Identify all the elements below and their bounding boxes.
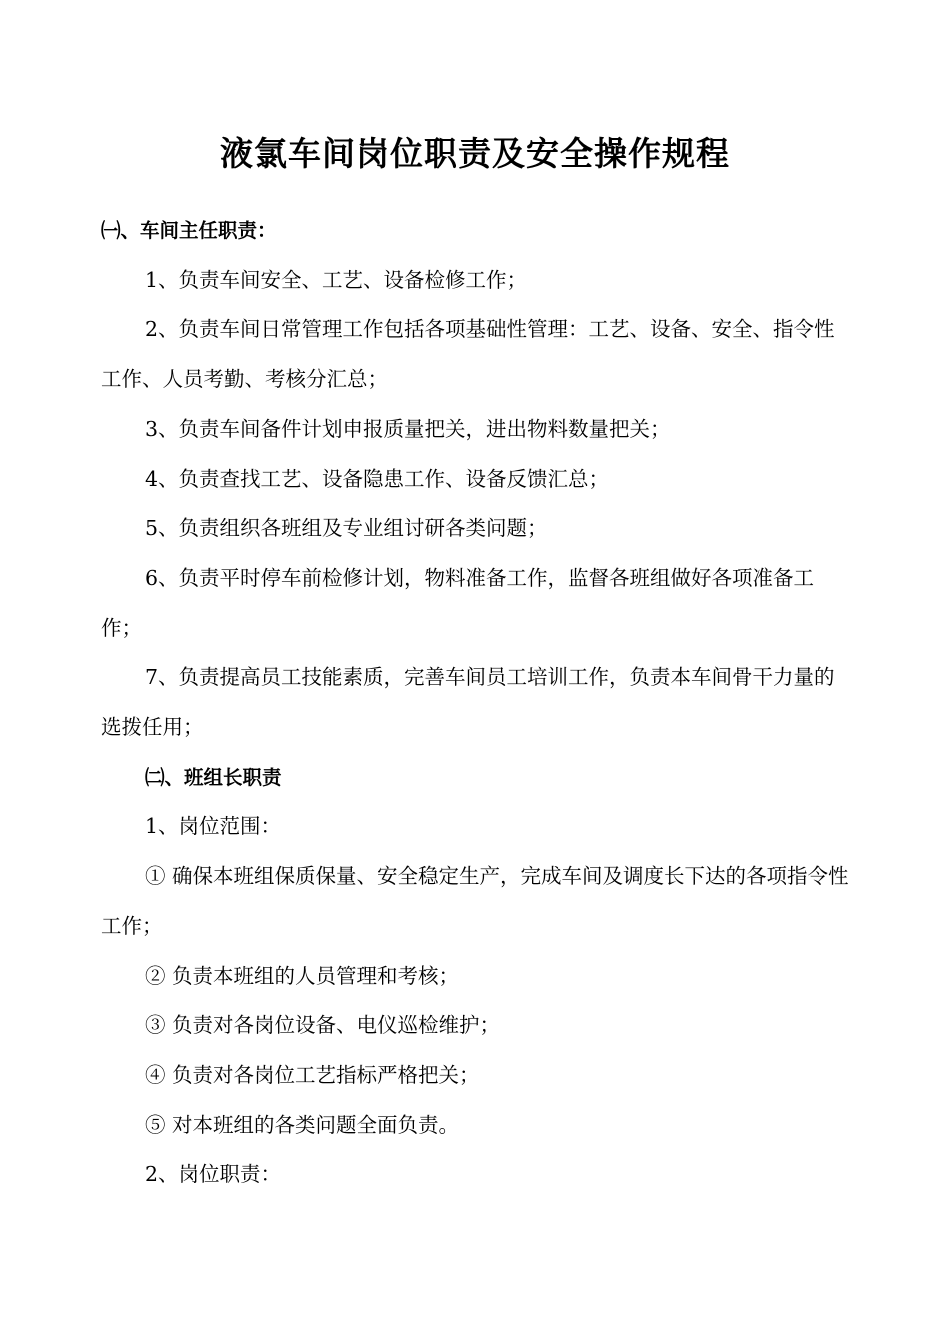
paragraph: 6、负责平时停车前检修计划，物料准备工作，监督各班组做好各项准备工作； [101, 565, 815, 640]
list-item: ② 负责本班组的人员管理和考核； [145, 963, 460, 988]
document-body [101, 206, 853, 1200]
subheading-duties: 2、岗位职责： [145, 1162, 282, 1187]
section-heading-team-leader: ㈡、班组长职责 [145, 765, 282, 789]
subheading-scope: 1、岗位范围： [145, 814, 282, 839]
list-item: ④ 负责对各岗位工艺指标严格把关； [145, 1062, 480, 1087]
list-item: ⑤ 对本班组的各类问题全面负责。 [145, 1112, 460, 1137]
paragraph: 3、负责车间备件计划申报质量把关，进出物料数量把关； [145, 416, 671, 441]
paragraph: 5、负责组织各班组及专业组讨研各类问题； [145, 516, 548, 541]
paragraph: 2、负责车间日常管理工作包括各项基础性管理：工艺、设备、安全、指令性工作、人员考勤、考核分汇总； [101, 317, 835, 392]
paragraph: 1、负责车间安全、工艺、设备检修工作； [145, 267, 528, 292]
document-title: 液氯车间岗位职责及安全操作规程 [220, 134, 730, 173]
section-heading-workshop-director: ㈠、车间主任职责： [101, 219, 277, 242]
paragraph: 4、负责查找工艺、设备隐患工作、设备反馈汇总； [145, 466, 610, 491]
list-item: ③ 负责对各岗位设备、电仪巡检维护； [145, 1013, 501, 1038]
paragraph: 7、负责提高员工技能素质，完善车间员工培训工作，负责本车间骨干力量的选拨任用； [101, 665, 835, 740]
list-item: ① 确保本班组保质保量、安全稳定生产，完成车间及调度长下达的各项指令性工作； [101, 864, 849, 938]
